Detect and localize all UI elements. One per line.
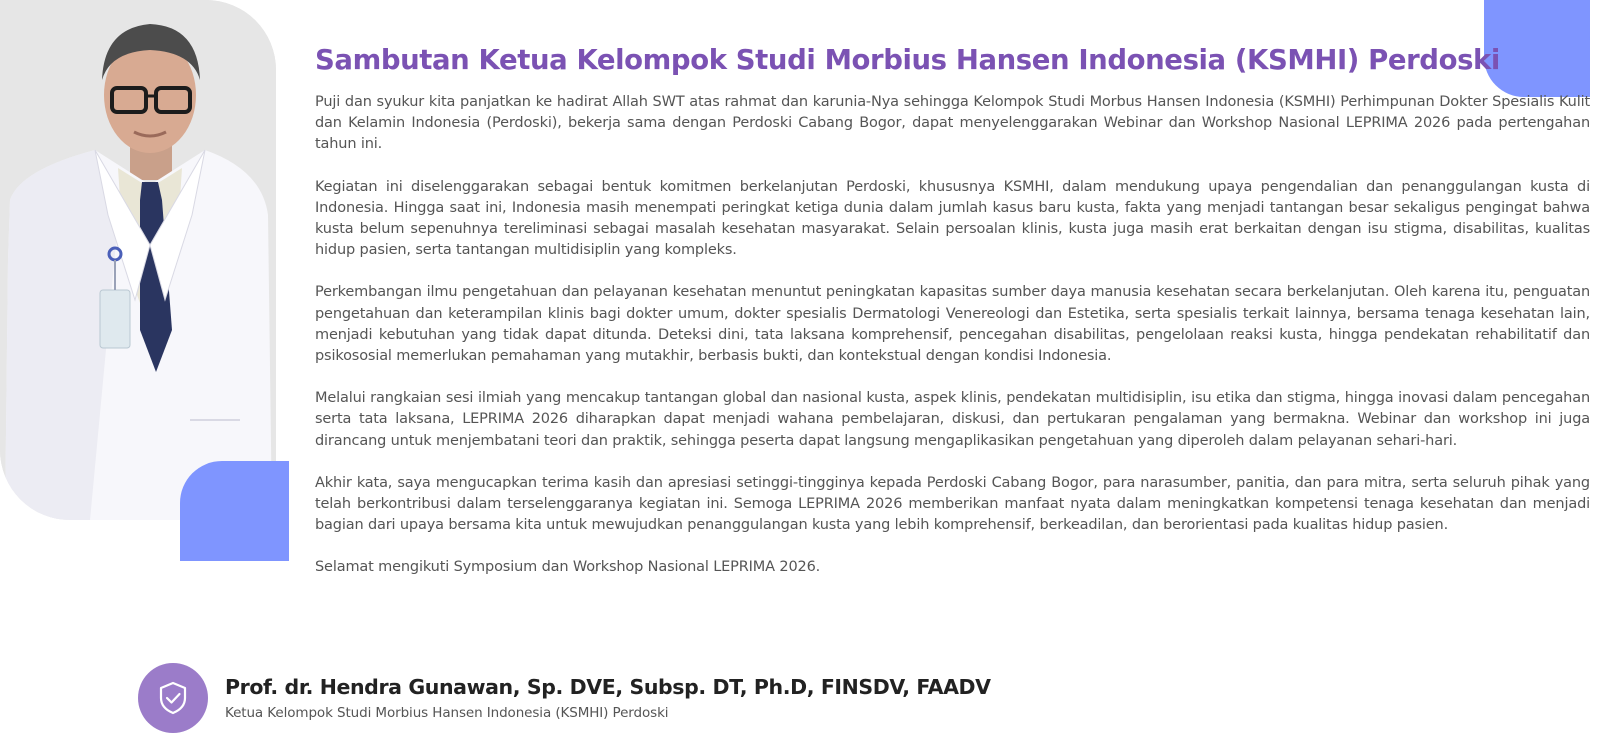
signature-text xyxy=(225,675,991,721)
signer-role: Ketua Kelompok Studi Morbius Hansen Indonesia (KSMHI) Perdoski xyxy=(225,705,669,721)
shield-check-icon xyxy=(138,663,208,733)
welcome-message xyxy=(315,44,1590,578)
signer-name: Prof. dr. Hendra Gunawan, Sp. DVE, Subsp. DT, Ph.D, FINSDV, FAADV xyxy=(225,675,991,699)
signature-block xyxy=(138,663,991,733)
closing-line: Selamat mengikuti Symposium dan Workshop Nasional LEPRIMA 2026. xyxy=(315,559,821,576)
portrait-photo xyxy=(0,0,276,520)
page-title: Sambutan Ketua Kelompok Studi Morbius Hansen Indonesia (KSMHI) Perdoski xyxy=(315,44,1500,76)
message-paragraph: Melalui rangkaian sesi ilmiah yang mencakup tantangan global dan nasional kusta, aspek klinis, pendekatan multidisiplin, isu etika dan stigma, hingga inovasi dalam pencegahan serta tata laksana, LEPRIMA 2026 diharapkan dapat menjadi wahana pembelajaran, diskusi, dan pertukaran pengalaman yang bermakna. Webinar dan workshop ini juga dirancang untuk menjembatani teori dan praktik, sehingga peserta dapat langsung mengaplikasikan pengetahuan yang diperoleh dalam pelayanan sehari-hari. xyxy=(315,390,1590,449)
message-paragraph: Perkembangan ilmu pengetahuan dan pelayanan kesehatan menuntut peningkatan kapasitas sumber daya manusia kesehatan secara berkelanjutan. Oleh karena itu, penguatan pengetahuan dan keterampilan klinis bagi dokter umum, dokter spesialis Dermatologi Venereologi dan Estetika, serta spesialis terkait lainnya, bersama tenaga kesehatan lain, menjadi kebutuhan yang tidak dapat ditunda. Deteksi dini, tata laksana komprehensif, pencegahan disabilitas, pengelolaan reaksi kusta, hingga pendekatan rehabilitatif dan psikososial memerlukan pemahaman yang mutakhir, berbasis bukti, dan kontekstual dengan kondisi Indonesia. xyxy=(315,284,1590,365)
message-paragraph: Akhir kata, saya mengucapkan terima kasih dan apresiasi setinggi-tingginya kepada Perdoski Cabang Bogor, para narasumber, panitia, dan para mitra, serta seluruh pihak yang telah berkontribusi dalam terselenggaranya kegiatan ini. Semoga LEPRIMA 2026 memberikan manfaat nyata dalam meningkatkan kompetensi tenaga kesehatan dan menjadi bagian dari upaya bersama kita untuk mewujudkan penanggulangan kusta yang lebih komprehensif, berkeadilan, dan berorientasi pada kualitas hidup pasien. xyxy=(315,474,1590,534)
decorative-accent-shape xyxy=(180,461,289,561)
message-paragraph: Kegiatan ini diselenggarakan sebagai bentuk komitmen berkelanjutan Perdoski, khususnya KSMHI, dalam mendukung upaya pengendalian dan penanggulangan kusta di Indonesia. Hingga saat ini, Indonesia masih menempati peringkat ketiga dunia dalam jumlah kasus baru kusta, fakta yang menjadi tantangan besar sekaligus pengingat bahwa kusta belum sepenuhnya tereliminasi sebagai masalah kesehatan masyarakat. Selain persoalan klinis, kusta juga masih erat berkaitan dengan isu stigma, disabilitas, kualitas hidup pasien, serta tantangan multidisiplin yang kompleks. xyxy=(315,178,1590,259)
message-paragraph: Puji dan syukur kita panjatkan ke hadirat Allah SWT atas rahmat dan karunia-Nya sehingga Kelompok Studi Morbus Hansen Indonesia (KSMHI) Perhimpunan Dokter Spesialis Kulit dan Kelamin Indonesia (Perdoski), bekerja sama dengan Perdoski Cabang Bogor, dapat menyelenggarakan Webinar dan Workshop Nasional LEPRIMA 2026 pada pertengahan tahun ini. xyxy=(315,94,1590,153)
portrait-illustration xyxy=(0,0,276,520)
